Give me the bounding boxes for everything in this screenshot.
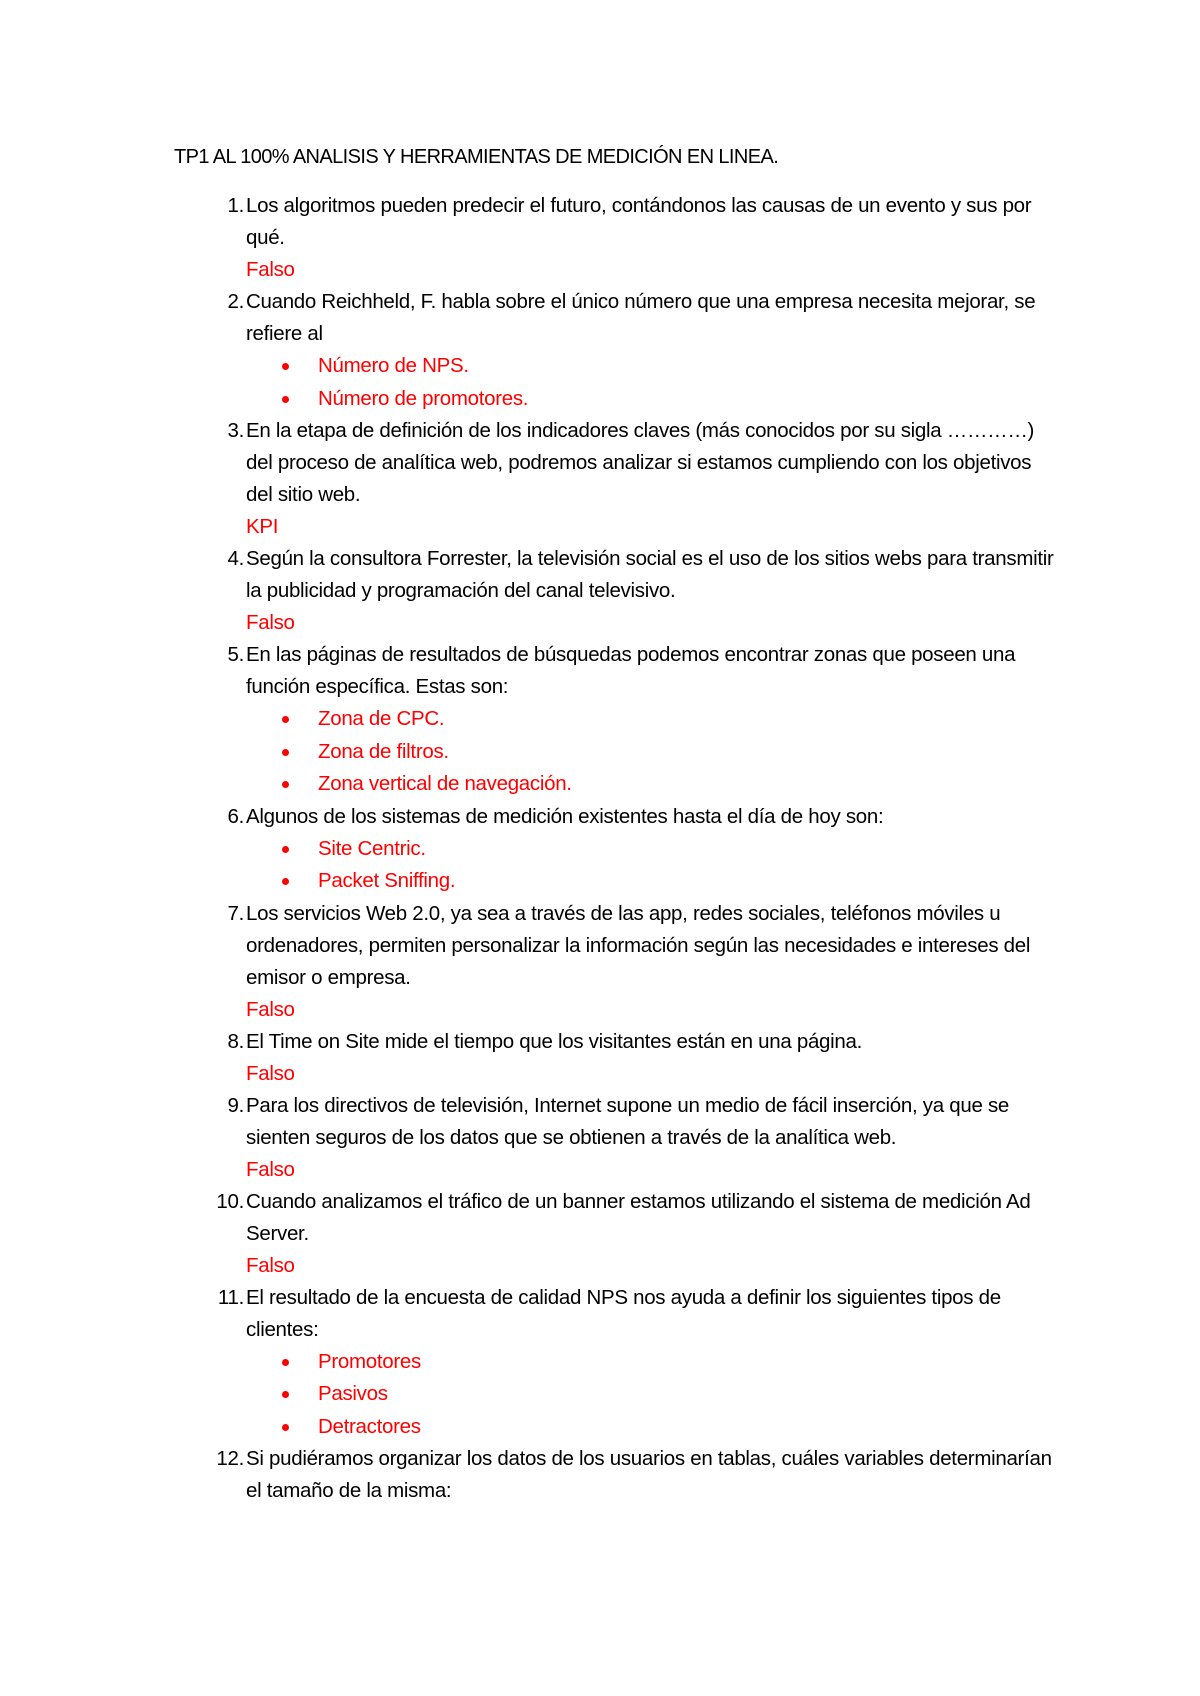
bullet-icon bbox=[282, 363, 289, 370]
question-number: 5. bbox=[227, 643, 244, 666]
answer-text: Falso bbox=[246, 258, 295, 281]
answer-option: Número de NPS. bbox=[246, 350, 1054, 383]
answer-option: Packet Sniffing. bbox=[246, 865, 1054, 898]
question-item bbox=[174, 1443, 1054, 1507]
bullet-icon bbox=[282, 749, 289, 756]
question-text: El resultado de la encuesta de calidad NPS nos ayuda a definir los siguientes tipos de clientes: bbox=[246, 1285, 1001, 1341]
question-item bbox=[174, 415, 1054, 543]
question-number: 8. bbox=[227, 1029, 244, 1053]
answer-options bbox=[246, 833, 1054, 898]
bullet-icon bbox=[282, 846, 289, 853]
answer-options bbox=[246, 350, 1054, 415]
question-item bbox=[174, 639, 1054, 801]
answer-options bbox=[246, 1346, 1054, 1444]
question-number: 9. bbox=[227, 1093, 244, 1117]
bullet-icon bbox=[282, 781, 289, 788]
answer-option: Zona de filtros. bbox=[246, 736, 1054, 769]
answer-text: Falso bbox=[246, 611, 295, 634]
document-title: TP1 AL 100% ANALISIS Y HERRAMIENTAS DE MEDICIÓN EN LINEA. bbox=[174, 146, 779, 168]
question-item bbox=[174, 1090, 1054, 1186]
question-number: 4. bbox=[227, 547, 244, 570]
question-text: Según la consultora Forrester, la televisión social es el uso de los sitios webs para transmitir la publicidad y programación del canal televisivo. bbox=[246, 547, 1054, 602]
question-text: Los servicios Web 2.0, ya sea a través de las app, redes sociales, teléfonos móviles u ordenadores, permiten personalizar la información según las necesidades e intereses del emisor o empresa. bbox=[246, 901, 1031, 989]
question-number: 11. bbox=[217, 1285, 244, 1309]
question-item bbox=[174, 1282, 1054, 1444]
question-number: 1. bbox=[227, 194, 244, 217]
question-text: Cuando analizamos el tráfico de un banner estamos utilizando el sistema de medición Ad Server. bbox=[246, 1189, 1031, 1245]
answer-text: KPI bbox=[246, 515, 279, 538]
question-item bbox=[174, 898, 1054, 1026]
question-item bbox=[174, 543, 1054, 639]
answer-text: Falso bbox=[246, 1157, 295, 1181]
question-item bbox=[174, 1186, 1054, 1282]
question-item bbox=[174, 190, 1054, 286]
bullet-icon bbox=[282, 878, 289, 885]
bullet-icon bbox=[282, 716, 289, 723]
answer-option: Site Centric. bbox=[246, 833, 1054, 866]
bullet-icon bbox=[282, 1424, 289, 1431]
question-text: Cuando Reichheld, F. habla sobre el único número que una empresa necesita mejorar, se refiere al bbox=[246, 290, 1036, 345]
question-item bbox=[174, 286, 1054, 415]
question-number: 3. bbox=[227, 419, 244, 442]
answer-option: Número de promotores. bbox=[246, 383, 1054, 416]
bullet-icon bbox=[282, 396, 289, 403]
question-text: Para los directivos de televisión, Internet supone un medio de fácil inserción, ya que se sienten seguros de los datos que se obtienen a través de la analítica web. bbox=[246, 1093, 1010, 1149]
answer-options bbox=[246, 703, 1054, 801]
question-text: Algunos de los sistemas de medición existentes hasta el día de hoy son: bbox=[246, 804, 884, 828]
question-item bbox=[174, 1026, 1054, 1090]
question-number: 6. bbox=[227, 804, 244, 828]
question-number: 12. bbox=[216, 1447, 244, 1470]
answer-text: Falso bbox=[246, 997, 295, 1021]
question-text: Los algoritmos pueden predecir el futuro, contándonos las causas de un evento y sus por qué. bbox=[246, 194, 1032, 249]
answer-option: Pasivos bbox=[246, 1378, 1054, 1411]
question-number: 7. bbox=[227, 901, 244, 925]
answer-option: Promotores bbox=[246, 1346, 1054, 1379]
answer-option: Detractores bbox=[246, 1411, 1054, 1444]
answer-option: Zona de CPC. bbox=[246, 703, 1054, 736]
question-list bbox=[174, 190, 1054, 1507]
bullet-icon bbox=[282, 1391, 289, 1398]
question-text: En la etapa de definición de los indicadores claves (más conocidos por su sigla …………) del proceso de analítica web, podremos analizar si estamos cumpliendo con los objetivos del sitio web. bbox=[246, 419, 1035, 506]
answer-text: Falso bbox=[246, 1061, 295, 1085]
question-text: Si pudiéramos organizar los datos de los usuarios en tablas, cuáles variables determinarían el tamaño de la misma: bbox=[246, 1447, 1052, 1502]
bullet-icon bbox=[282, 1359, 289, 1366]
question-number: 10. bbox=[216, 1189, 244, 1213]
question-number: 2. bbox=[227, 290, 244, 313]
answer-option: Zona vertical de navegación. bbox=[246, 768, 1054, 801]
question-item bbox=[174, 801, 1054, 898]
answer-text: Falso bbox=[246, 1253, 295, 1277]
question-text: El Time on Site mide el tiempo que los visitantes están en una página. bbox=[246, 1029, 863, 1053]
question-text: En las páginas de resultados de búsquedas podemos encontrar zonas que poseen una función específica. Estas son: bbox=[246, 643, 1016, 698]
